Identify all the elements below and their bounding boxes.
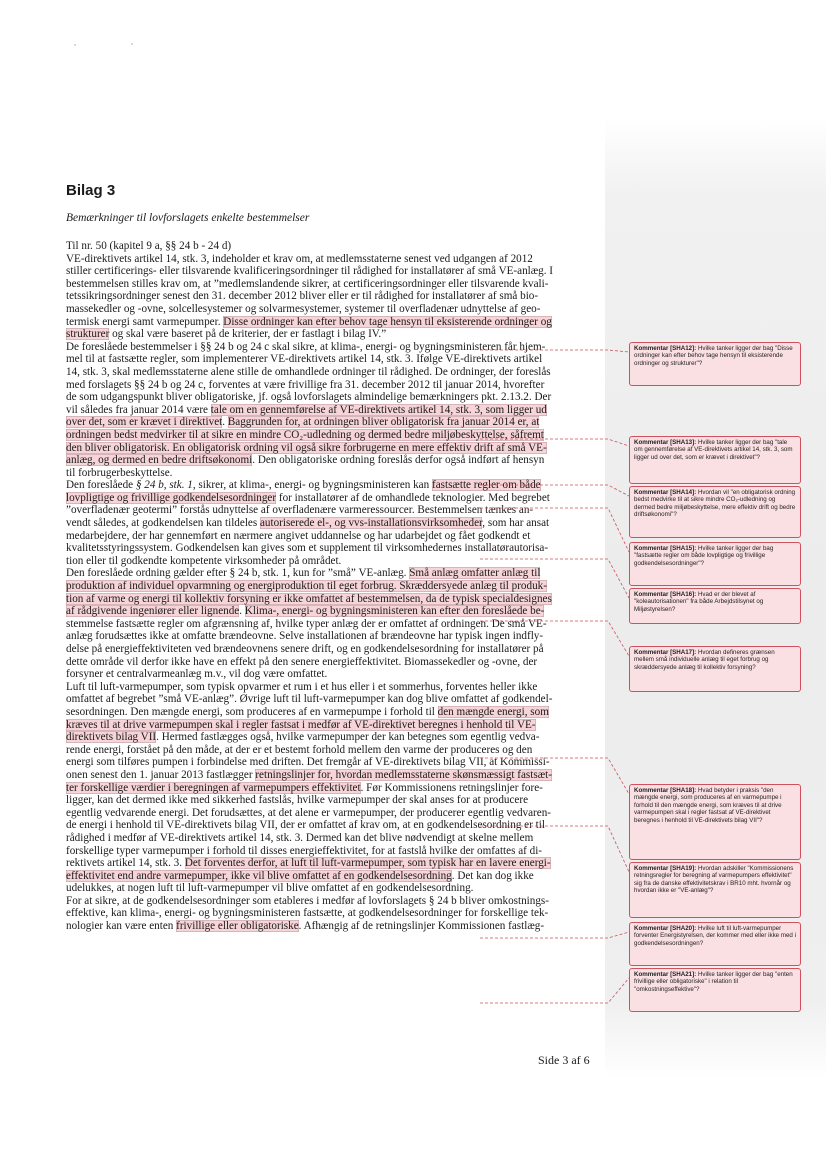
- comment-balloon[interactable]: [629, 588, 801, 624]
- highlighted-passage[interactable]: autoriserede el-, og vvs-installationsvirksomheder: [259, 517, 483, 530]
- text-run: Til nr. 50 (kapitel 9 a, §§ 24 b - 24 d): [66, 240, 232, 252]
- highlighted-passage[interactable]: over det, som er krævet i direktivet: [66, 416, 223, 429]
- text-run: forskellige typer varmepumper i forhold til disses energieffektivitet, for at fastslå hvilke der omfattes af di-: [66, 844, 543, 857]
- appendix-subheading: Bemærkninger til lovforslagets enkelte bestemmelser: [66, 212, 310, 224]
- text-run: massekedler og -ovne, solcellesystemer og solvarmesystemer, systemer til overfladenær udnyttelse af geo-: [66, 302, 541, 315]
- comment-tag: Kommentar [SHA19]:: [634, 865, 698, 872]
- highlighted-passage[interactable]: strukturer: [66, 328, 110, 341]
- highlighted-passage[interactable]: anlæg, og dermed en bedre driftsøkonomi: [66, 454, 253, 467]
- text-run: til forbrugerbeskyttelse.: [66, 466, 173, 479]
- comment-tag: Kommentar [SHA20]:: [634, 925, 698, 932]
- text-run: mel til at fastsætte regler, som implementerer VE-direktivets artikel 14, stk. 3. Ifølge VE-direktivets artikel: [66, 353, 543, 366]
- highlighted-passage[interactable]: Baggrunden for, at ordningen bliver obligatorisk fra januar 2014 er, at: [227, 416, 540, 429]
- highlighted-passage[interactable]: effektivitet end andre varmepumper, ikke vil blive omfattet af en godkendelsesordning: [66, 869, 452, 882]
- highlighted-passage[interactable]: lovpligtige og frivillige godkendelsesordninger: [66, 491, 277, 504]
- text-run: anlæg forudsættes ikke at omfatte brændeovne. Selve installationen af brændeovne har typisk ingen indfly-: [66, 630, 544, 643]
- text-run: § 24 b, stk. 1: [135, 479, 193, 492]
- text-run: rådighed i medfør af VE-direktivets artikel 14, stk. 3. Dermed kan det blive nødvendigt at skelne mellem: [66, 831, 534, 844]
- text-run: tion eller til godkendte kompetente virksomheder på området.: [66, 554, 342, 567]
- appendix-heading: Bilag 3: [66, 182, 116, 199]
- text-run: vil således fra januar 2014 være: [66, 403, 211, 416]
- comment-balloon[interactable]: [629, 922, 801, 966]
- comment-balloon[interactable]: [629, 968, 801, 1012]
- text-run: , som har ansat: [482, 517, 550, 530]
- comment-connector: [480, 932, 629, 938]
- comment-balloon[interactable]: [629, 542, 801, 586]
- comment-connector: [480, 621, 629, 656]
- highlighted-passage[interactable]: direktivets bilag VII: [66, 731, 157, 744]
- comment-text: Hvilke luft til luft-varmepumper forventer Energistyrelsen, der kommer med eller ikke med i godkendelsesordningen?: [634, 925, 796, 947]
- highlighted-passage[interactable]: Små anlæg omfatter anlæg til: [409, 567, 541, 580]
- comment-balloon[interactable]: [629, 862, 801, 918]
- comment-text: Hvordan defineres grænsen mellem små individuelle anlæg til eget forbrug og skræddersyede anlæg til kollektiv forsyning?: [634, 649, 775, 671]
- text-run: med forslagets §§ 24 b og 24 c, forventes at være frivillige fra 31. december 2012 til januar 2014, hvorefter: [66, 378, 545, 391]
- text-run: De foreslåede bestemmelser i §§ 24 b og 24 c skal sikre, at klima-, energi- og bygningsministeren får hjem-: [66, 340, 546, 353]
- highlighted-passage[interactable]: den mængde energi, som: [437, 705, 549, 718]
- text-run: . Den obligatoriske ordning foreslås derfor også indført af hensyn: [252, 454, 545, 467]
- highlighted-passage[interactable]: tion af varme og energi til kollektiv forsyning er ikke omfattet af bestemmelsen, da de typisk specialdesignes: [66, 592, 552, 605]
- highlighted-passage[interactable]: ter forskellige værdier i beregningen af varmepumpers effektivitet: [66, 781, 361, 794]
- highlighted-passage[interactable]: fastsætte regler om både: [432, 479, 541, 492]
- text-run: stiller certificerings- eller tilsvarende kvalificeringsordninger til rådighed for installatører af små VE-anlæg. I: [66, 265, 554, 278]
- text-run: . Afhængig af de retningslinjer Kommissionen fastlæg-: [298, 920, 545, 933]
- text-run: omfattet af begrebet ”små VE-anlæg”. Øvrige luft til luft-varmepumper kan dog blive omfattet af godkendel-: [66, 693, 553, 706]
- comment-tag: Kommentar [SHA18]:: [634, 787, 698, 794]
- text-run: termisk energi samt varmepumper.: [66, 315, 224, 328]
- comment-connector: [480, 485, 629, 496]
- text-run: nologier kan være enten: [66, 920, 177, 933]
- text-run: og skal være baseret på de kriterier, der er fastlagt i bilag IV.”: [109, 328, 387, 341]
- text-run: . Det kan dog ikke: [451, 869, 534, 882]
- text-run: . Hermed fastlægges også, hvilke varmepumper der kan betegnes som egentlig vedva-: [156, 731, 540, 744]
- highlighted-passage[interactable]: den bliver obligatorisk. En obligatorisk ordning vil også sikre forbrugerne en mere effektiv drift af små VE-: [66, 441, 547, 454]
- text-run: forsyner et centralvarmeanlæg m.v., vil dog være omfattet.: [66, 668, 328, 681]
- text-run: stemmelse fastsætte regler om afgrænsning af, hvilke typer anlæg der er omfattet af ordningen. De små VE-: [66, 617, 547, 630]
- comment-connector: [480, 350, 629, 352]
- text-run: Luft til luft-varmepumper, som typisk opvarmer et rum i et hus eller i et sommerhus, forventes heller ikke: [66, 680, 538, 693]
- text-run: .: [239, 605, 245, 618]
- comment-balloon[interactable]: [629, 486, 801, 538]
- comment-text: Hvordan adskiller "Kommissionens retningsregler for beregning af varmepumpers effektivitet" sig fra de danske effektivitetskrav i BR10 mht. hvornår og hvordan ikke er "VE-anlæg"?: [634, 865, 794, 895]
- text-run: .: [222, 416, 228, 429]
- comment-tag: Kommentar [SHA15]:: [634, 545, 698, 552]
- text-run: bestemmelsen stilles krav om, at ”medlemslandende sikrer, at certificeringsordninger eller tilsvarende kvali-: [66, 277, 549, 290]
- text-run: Den foreslåede ordning gælder efter § 24 b, stk. 1, kun for ”små” VE-anlæg.: [66, 567, 410, 580]
- highlighted-passage[interactable]: tale om en gennemførelse af VE-direktivets artikel 14, stk. 3, som ligger ud: [210, 403, 547, 416]
- comment-text: Hvilke tanker ligger der bag "Disse ordninger kan efter behov tage hensyn til eksisterende ordninger og strukturer"?: [634, 345, 793, 367]
- text-run: effektive, kan klima-, energi- og bygningsministeren fastsætte, at godkendelsesordninger for forskellige tek-: [66, 907, 549, 920]
- comment-connector: [480, 439, 629, 446]
- comment-balloon[interactable]: [629, 436, 801, 484]
- highlighted-passage[interactable]: Det forventes derfor, at luft til luft-varmepumper, som typisk har en lavere energi-: [184, 857, 551, 870]
- text-run: onen senest den 1. januar 2013 fastlægger: [66, 768, 256, 781]
- text-run: for installatører af de omhandlede teknologier. Med begrebet: [276, 491, 550, 504]
- text-run: udelukkes, at nogen luft til luft-varmepumper vil blive omfattet af en godkendelsesordning.: [66, 882, 474, 895]
- text-run: de energi i henhold til VE-direktivets bilag VII, der er omfattet af krav om, at en godkendelsesordning er til: [66, 819, 545, 832]
- text-run: ”overfladenær geotermi” forstås udnyttelse af overfladenære varmeressourcer. Bestemmelsen tænkes an-: [66, 504, 534, 517]
- comment-connector: [480, 978, 629, 1003]
- comment-tag: Kommentar [SHA21]:: [634, 971, 698, 978]
- text-run: Den foreslåede: [66, 479, 136, 492]
- comment-text: Hvilke tanker ligger der bag "fastsætte regler om både lovpligtige og frivillige godkendelsesordninger"?: [634, 545, 774, 567]
- comment-text: Hvordan vil "en obligatorisk ordning bedst medvirke til at sikre mindre CO₂-udledning og dermed bedre miljøbeskyttelse, mere effektiv drift og bedre driftsøkonomi"?: [634, 489, 796, 519]
- comment-text: Hvilke tanker ligger der bag "enten frivillige eller obligatoriske" i relation til "omkostningseffektive"?: [634, 971, 793, 993]
- comment-text: Hvad betyder i praksis "den mængde energi, som produceres af en varmepumpe i forhold til den mængde energi, som kræves til at drive varmepumpen skal i regler fastsat af VE-direktivet beregnes i henhold til VE-direktivets bilag VII"?: [634, 787, 782, 824]
- comment-balloon[interactable]: [629, 784, 801, 860]
- text-run: de som udgangspunkt bliver obligatoriske, jf. også lovforslagets almindelige bemærkningers pkt. 2.13.2. Der: [66, 391, 552, 404]
- comment-tag: Kommentar [SHA13]:: [634, 439, 698, 446]
- text-run: For at sikre, at de godkendelsesordninger som etableres i medfør af lovforslagets § 24 b bliver omkostnings-: [66, 894, 549, 907]
- comment-connector: [480, 559, 629, 598]
- highlighted-passage[interactable]: produktion af individuel opvarmning og energiproduktion til eget forbrug. Skræddersyede anlæg til produk-: [66, 580, 547, 593]
- comment-text: Hvilke tanker ligger der bag "tale om gennemførelse af VE-direktivets artikel 14, stk. 3, som ligger ud over det, som er krævet i direktivet"?: [634, 439, 793, 461]
- text-run: kvalitetsstyringssystem. Godkendelsen kan gives som et supplement til virksomhedernes installatørautorisa-: [66, 542, 549, 555]
- text-run: tetssikringsordninger senest den 31. december 2012 bliver eller er til rådighed for installatører af små bio-: [66, 290, 539, 303]
- comment-connector: [480, 508, 629, 552]
- comment-tag: Kommentar [SHA12]:: [634, 345, 698, 352]
- text-run: sesordningen. Den mængde energi, som produceres af en varmepumpe i forhold til: [66, 705, 438, 718]
- highlighted-passage[interactable]: kræves til at drive varmepumpen skal i regler fastsat i medfør af VE-direktivet beregnes i henhold til VE-: [66, 718, 536, 731]
- comment-connector: [480, 826, 629, 872]
- text-run: dette område vil derfor ikke have en effekt på den senere energieffektivitet. Biomassekedler og -ovne, der: [66, 655, 538, 668]
- text-run: . Før Kommissionens retningslinjer fore-: [360, 781, 543, 794]
- text-run: rektivets artikel 14, stk. 3.: [66, 857, 185, 870]
- text-run: VE-direktivets artikel 14, stk. 3, indeholder et krav om, at medlemsstaterne senest ved udgangen af 2012: [66, 252, 533, 265]
- highlighted-passage[interactable]: af rådgivende ingeniører eller lignende: [66, 605, 240, 618]
- highlighted-passage[interactable]: ordningen bedst medvirker til at sikre en mindre CO₂-udledning og dermed bedre miljøbeskyttelse, såfremt: [66, 428, 544, 441]
- highlighted-passage[interactable]: Klima-, energi- og bygningsministeren kan efter den foreslåede be-: [244, 605, 545, 618]
- text-run: delse på energieffektiviteten ved brændeovnens senere drift, og en godkendelsesordning for installatører på: [66, 643, 544, 655]
- text-run: rende energi, forstået på den måde, at der er et bestemt forhold mellem den varme der produceres og den: [66, 743, 533, 756]
- comment-tag: Kommentar [SHA14]:: [634, 489, 698, 496]
- comment-text: Hvad er der blevet af "koleautorisationen" fra både Arbejdstilsynet og Miljøstyrelsen?: [634, 591, 764, 613]
- text-run: egentlig vedvarende energi. Det forudsættes, at det alene er varmepumper, der producerer egentlig vedvaren-: [66, 806, 551, 819]
- page-number: Side 3 af 6: [538, 1053, 590, 1067]
- highlighted-passage[interactable]: retningslinjer for, hvordan medlemsstaterne skønsmæssigt fastsæt-: [255, 768, 552, 781]
- text-run: medarbejdere, der har gennemført en nærmere angivet uddannelse og har udarbejdet og fået godkendt et: [66, 529, 531, 542]
- comment-balloon[interactable]: [629, 342, 801, 386]
- comment-balloon[interactable]: [629, 646, 801, 692]
- text-run: , sikrer, at klima-, energi- og bygningsministeren kan: [192, 479, 432, 492]
- text-run: vendt således, at godkendelsen kan tildeles: [66, 517, 260, 530]
- text-run: energi som tilføres pumpen i forbindelse med driften. Det fremgår af VE-direktivets bilag VII, at Kommissi-: [66, 756, 550, 769]
- highlighted-passage[interactable]: frivillige eller obligatoriske: [176, 920, 299, 933]
- text-run: ligger, kan det dermed ikke med sikkerhed fastslås, hvilke varmepumper der skal anses for at producere: [66, 794, 529, 807]
- highlighted-passage[interactable]: Disse ordninger kan efter behov tage hensyn til eksisterende ordninger og: [223, 315, 552, 328]
- comment-tag: Kommentar [SHA16]:: [634, 591, 698, 598]
- comment-connector: [480, 758, 629, 794]
- comment-tag: Kommentar [SHA17]:: [634, 649, 698, 656]
- text-run: 14, stk. 3, skal medlemsstaterne alene stille de omhandlede ordninger til rådighed. De ordninger, der foreslås: [66, 365, 551, 378]
